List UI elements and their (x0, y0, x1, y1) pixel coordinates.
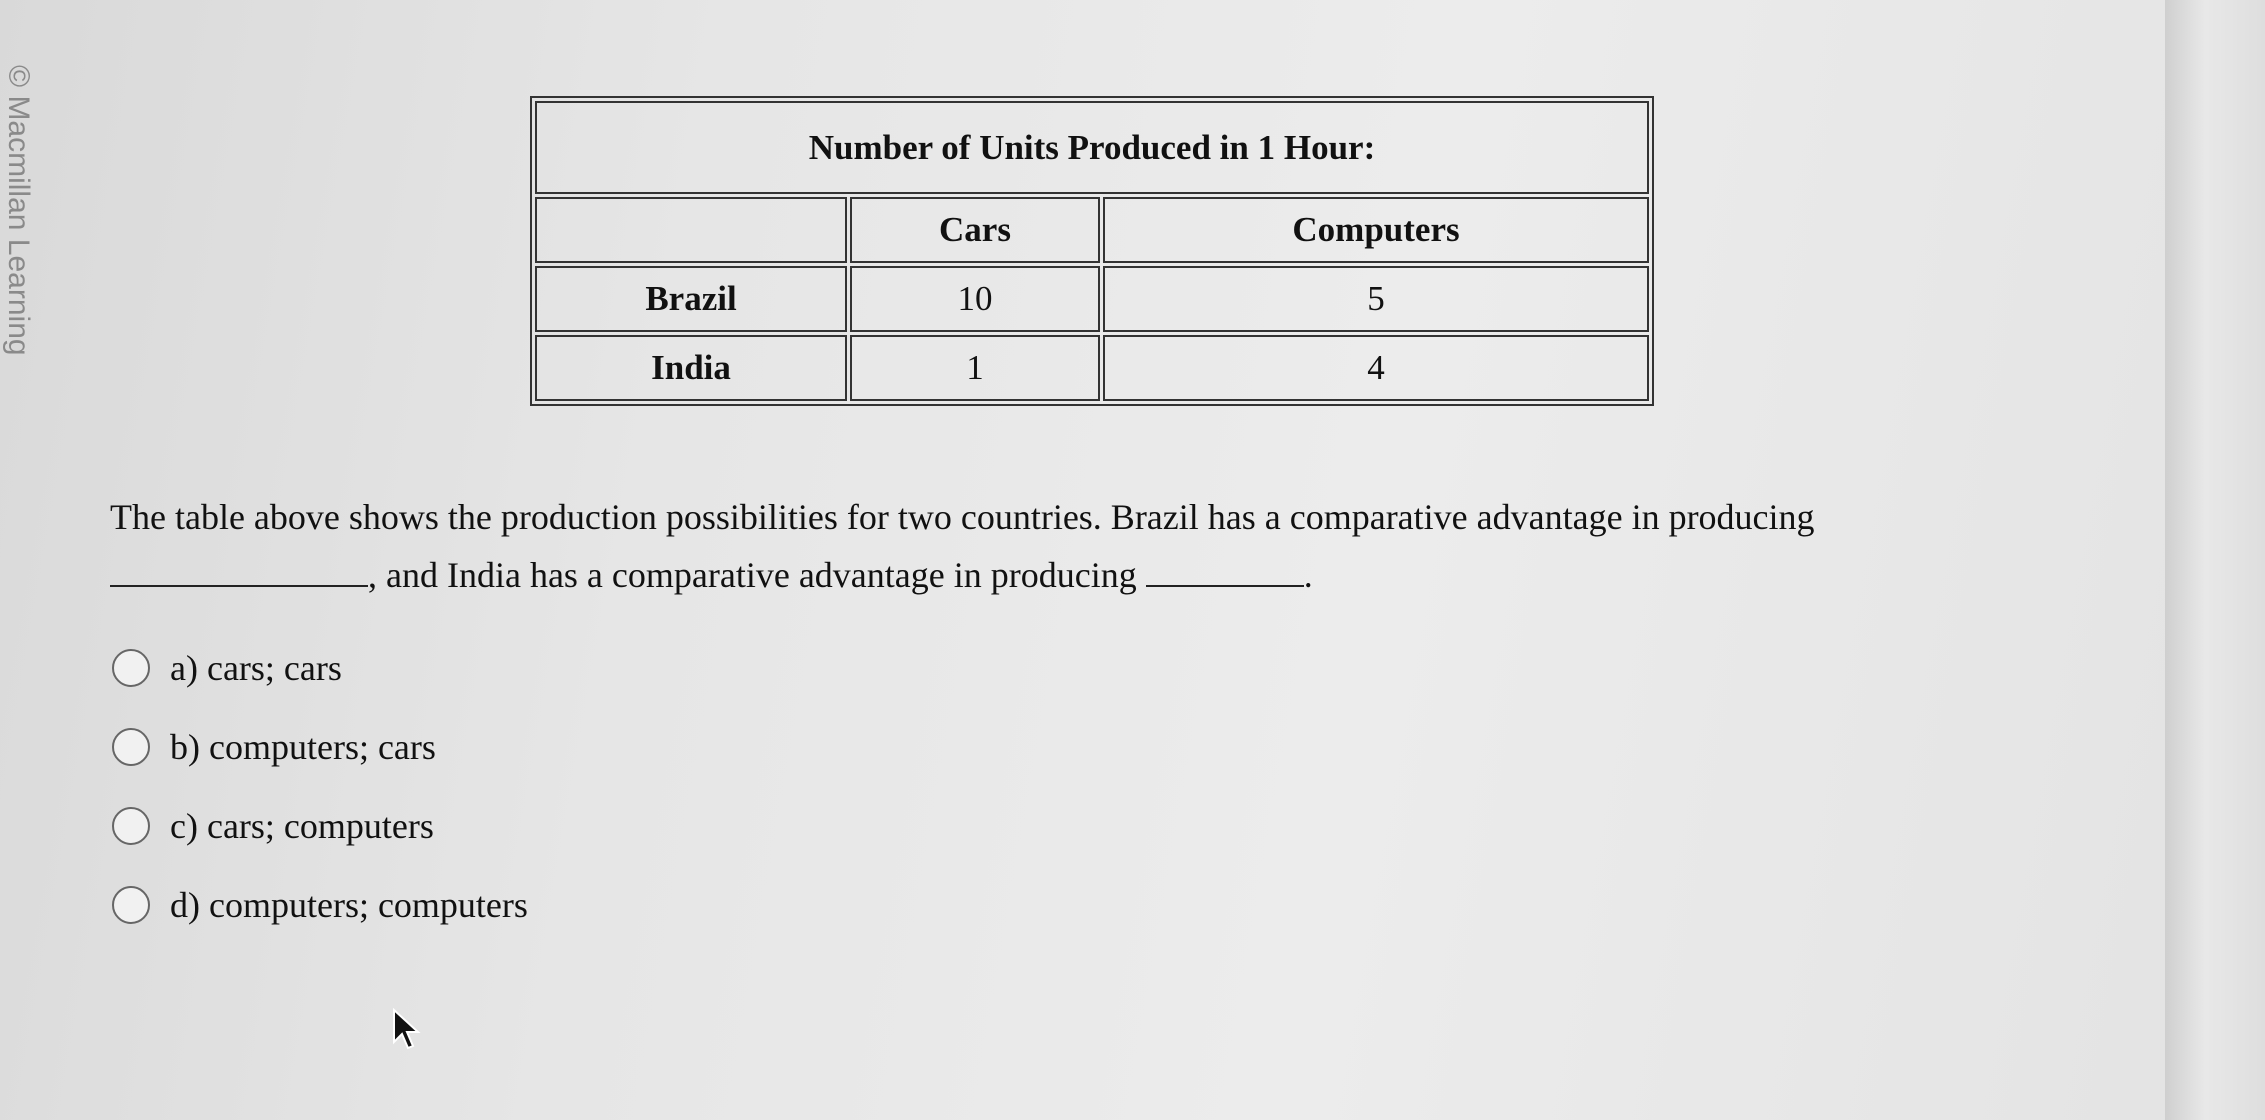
cell-india-cars: 1 (850, 335, 1100, 401)
option-b[interactable] (112, 707, 528, 786)
mouse-pointer-icon (392, 1008, 422, 1052)
answer-blank-2 (1146, 555, 1304, 587)
header-computers: Computers (1103, 197, 1649, 263)
header-empty-cell (535, 197, 847, 263)
production-table (530, 96, 1654, 406)
question-text (110, 488, 2110, 604)
radio-circle-icon[interactable] (112, 807, 150, 845)
cell-brazil-cars: 10 (850, 266, 1100, 332)
cell-india-computers: 4 (1103, 335, 1649, 401)
option-a[interactable] (112, 628, 528, 707)
answer-blank-1 (110, 555, 368, 587)
answer-options (112, 628, 528, 944)
radio-circle-icon[interactable] (112, 886, 150, 924)
option-a-label: a) cars; cars (170, 647, 342, 688)
row-label-india: India (535, 335, 847, 401)
header-cars: Cars (850, 197, 1100, 263)
option-c-label: c) cars; computers (170, 805, 434, 846)
radio-circle-icon[interactable] (112, 649, 150, 687)
question-part-3: . (1303, 555, 1313, 595)
right-edge-shadow (2165, 0, 2265, 1120)
copyright-watermark: © Macmillan Learning (2, 65, 35, 356)
table-title-row (535, 101, 1649, 194)
radio-circle-icon[interactable] (112, 728, 150, 766)
question-part-2: , and India has a comparative advantage in producing (368, 555, 1137, 595)
table-row (535, 335, 1649, 401)
option-c[interactable] (112, 786, 528, 865)
option-d-label: d) computers; computers (170, 884, 528, 925)
option-d[interactable] (112, 865, 528, 944)
cell-brazil-computers: 5 (1103, 266, 1649, 332)
row-label-brazil: Brazil (535, 266, 847, 332)
table-header-row (535, 197, 1649, 263)
question-part-1: The table above shows the production possibilities for two countries. Brazil has a comparative advantage in producing (110, 497, 1815, 537)
table-row (535, 266, 1649, 332)
option-b-label: b) computers; cars (170, 726, 436, 767)
table-title: Number of Units Produced in 1 Hour: (535, 101, 1649, 194)
